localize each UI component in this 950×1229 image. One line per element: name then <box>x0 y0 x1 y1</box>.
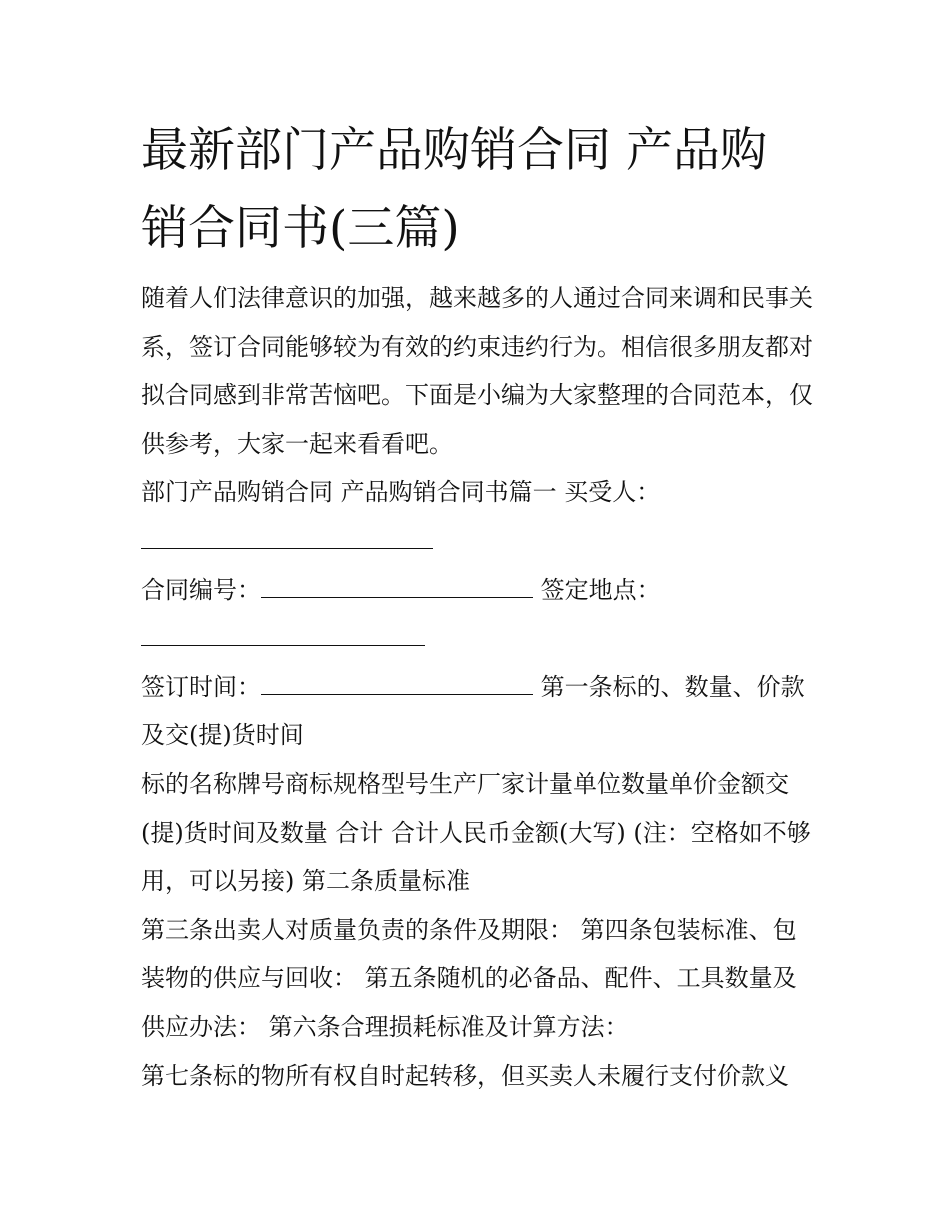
clause-1-heading: 第一条标的、数量、价款及交(提)货时间 <box>141 672 805 750</box>
buyer-line: 部门产品购销合同 产品购销合同书篇一 买受人： <box>141 478 661 507</box>
document-title: 最新部门产品购销合同 产品购销合同书(三篇) <box>141 123 767 256</box>
sign-place-blank-line <box>141 614 813 663</box>
sign-place-label: 签定地点： <box>533 575 661 604</box>
clause-7-paragraph: 第七条标的物所有权自时起转移，但买卖人未履行支付价款义 <box>141 1061 789 1090</box>
contract-number-line <box>141 566 813 615</box>
intro-paragraph: 随着人们法律意识的加强，越来越多的人通过合同来调和民事关系，签订合同能够较为有效的约束违约行为。相信很多朋友都对拟合同感到非常苦恼吧。下面是小编为大家整理的合同范本，仅供参考，大家一起来看看吧。 <box>141 284 813 458</box>
buyer-blank-line <box>141 517 813 566</box>
contract-number-label: 合同编号： <box>141 575 261 604</box>
document-page <box>141 112 813 1100</box>
sign-place-blank <box>141 623 425 646</box>
contract-number-blank <box>261 575 533 598</box>
clauses-3-6-paragraph: 第三条出卖人对质量负责的条件及期限： 第四条包装标准、包装物的供应与回收： 第五条随机的必备品、配件、工具数量及供应办法： 第六条合理损耗标准及计算方法： <box>141 915 797 1041</box>
buyer-blank <box>141 526 433 549</box>
sign-time-line <box>141 663 813 760</box>
sign-time-blank <box>261 672 533 695</box>
table-note-paragraph: 标的名称牌号商标规格型号生产厂家计量单位数量单价金额交(提)货时间及数量 合计 合计人民币金额(大写) (注：空格如不够用，可以另接) 第二条质量标准 <box>141 769 811 896</box>
sign-time-label: 签订时间： <box>141 672 261 701</box>
